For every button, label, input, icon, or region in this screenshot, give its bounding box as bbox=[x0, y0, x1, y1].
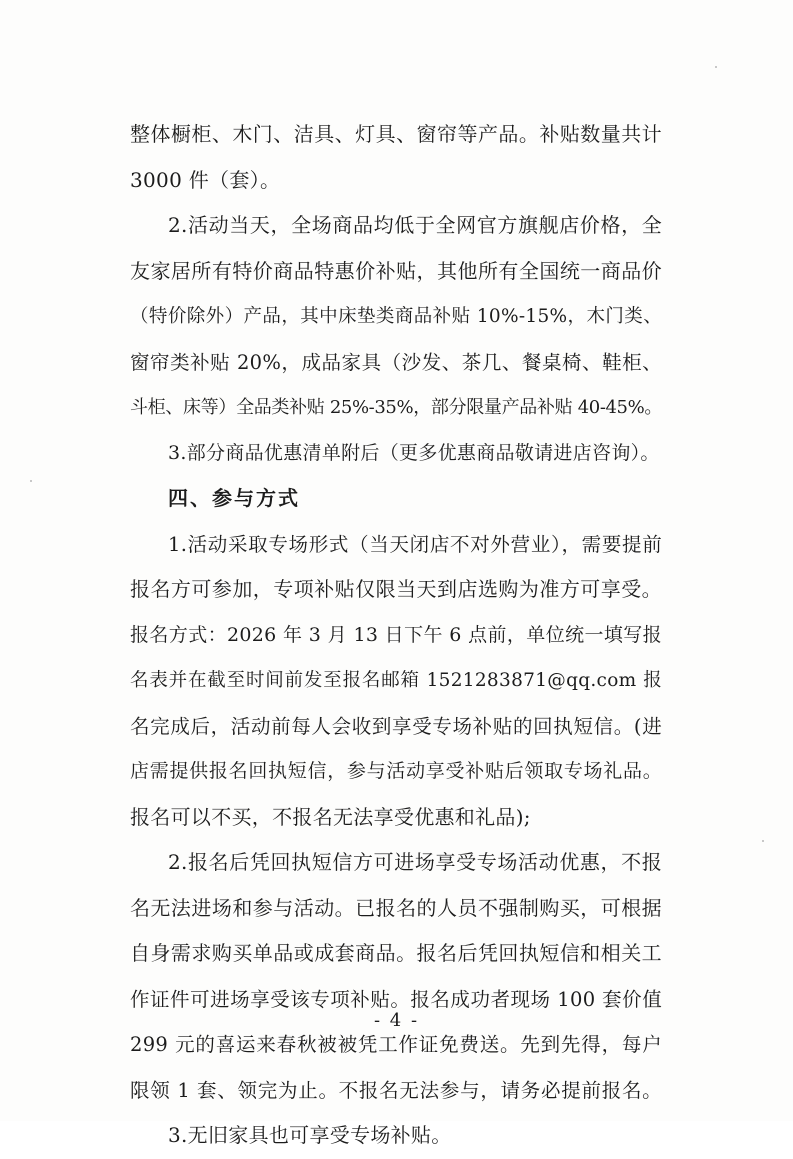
text-line: 报名可以不买，不报名无法享受优惠和礼品); bbox=[130, 804, 531, 829]
text-line: （特价除外）产品，其中床垫类商品补贴 10%-15%，木门类、 bbox=[130, 306, 662, 327]
scan-speck bbox=[30, 480, 32, 482]
text-line: 整体橱柜、木门、洁具、灯具、窗帘等产品。补贴数量共计 bbox=[130, 122, 662, 146]
text-line: 1.活动采取专场形式（当天闭店不对外营业），需要提前 bbox=[168, 532, 662, 556]
text-line: 友家居所有特价商品特惠价补贴，其他所有全国统一商品价 bbox=[130, 258, 662, 283]
text-line: 3000 件（套）。 bbox=[130, 167, 281, 192]
text-line: 名表并在截至时间前发至报名邮箱 1521283871@qq.com 报 bbox=[130, 670, 662, 691]
text-line: 店需提供报名回执短信，参与活动享受补贴后领取专场礼品。 bbox=[130, 760, 662, 782]
scan-speck bbox=[762, 840, 764, 842]
section-heading: 四、参与方式 bbox=[168, 486, 300, 510]
text-line: 窗帘类补贴 20%，成品家具（沙发、茶几、餐桌椅、鞋柜、 bbox=[130, 350, 662, 374]
text-line: 报名方可参加，专项补贴仅限当天到店选购为准方可享受。 bbox=[130, 577, 662, 601]
text-line: 2.活动当天，全场商品均低于全网官方旗舰店价格，全 bbox=[168, 213, 662, 237]
text-line: 名无法进场和参与活动。已报名的人员不强制购买，可根据 bbox=[130, 895, 662, 920]
text-line: 报名方式：2026 年 3 月 13 日下午 6 点前，单位统一填写报 bbox=[130, 623, 662, 646]
text-line: 2.报名后凭回执短信方可进场享受专场活动优惠，不报 bbox=[168, 850, 662, 874]
page-number: - 4 - bbox=[373, 1010, 420, 1031]
text-line: 作证件可进场享受该专项补贴。报名成功者现场 100 套价值 bbox=[130, 987, 662, 1011]
text-line: 斗柜、床等）全品类补贴 25%-35%，部分限量产品补贴 40-45%。 bbox=[130, 397, 662, 418]
text-line: 299 元的喜运来春秋被被凭工作证免费送。先到先得，每户 bbox=[130, 1033, 662, 1056]
body-text bbox=[130, 112, 662, 1159]
text-line: 3.部分商品优惠清单附后（更多优惠商品敬请进店咨询）。 bbox=[168, 441, 660, 464]
text-line: 名完成后，活动前每人会收到享受专场补贴的回执短信。(进 bbox=[130, 714, 662, 738]
scan-speck bbox=[715, 66, 717, 68]
text-line: 限领 1 套、领完为止。不报名无法参与，请务必提前报名。 bbox=[130, 1078, 662, 1102]
text-line: 3.无旧家具也可享受专场补贴。 bbox=[168, 1123, 452, 1147]
text-line: 自身需求购买单品或成套商品。报名后凭回执短信和相关工 bbox=[130, 941, 662, 965]
